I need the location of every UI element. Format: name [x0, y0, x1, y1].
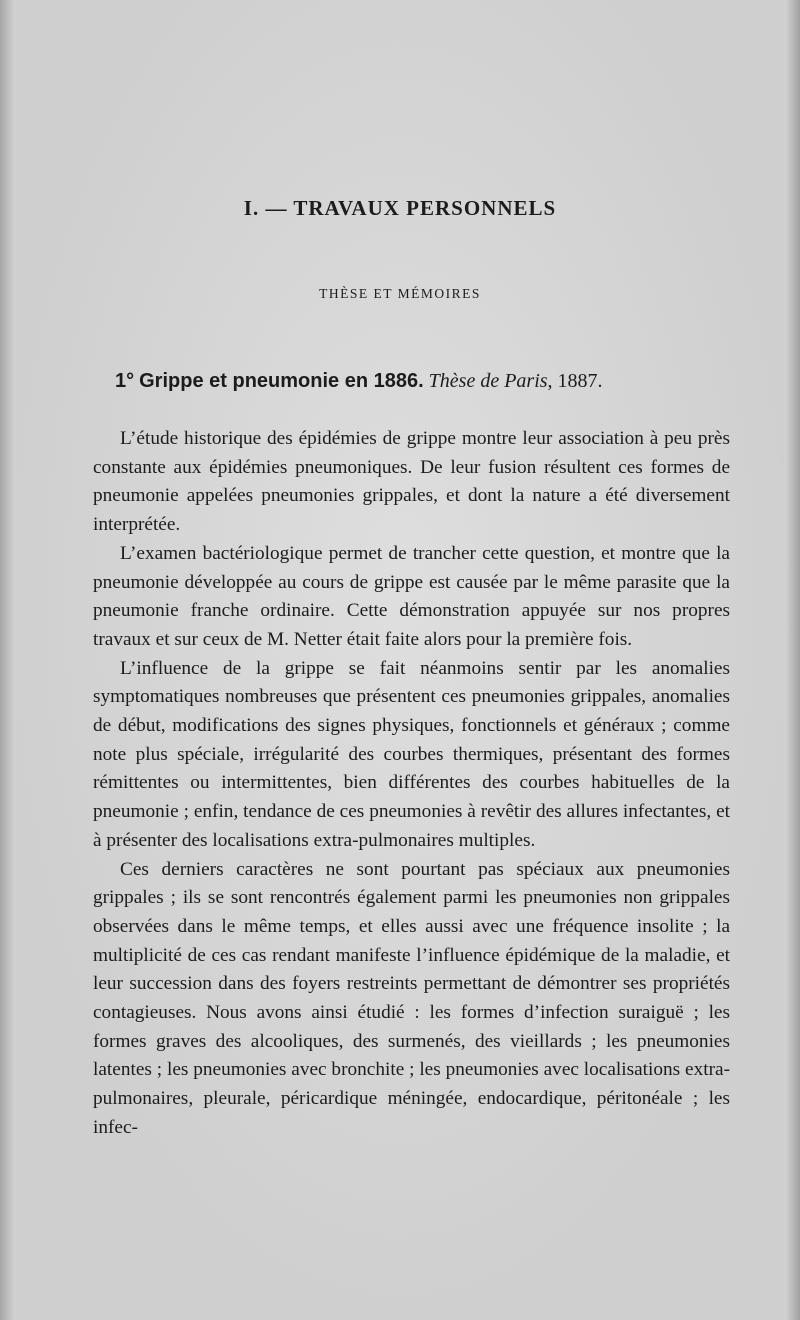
- paragraph: Ces derniers caractères ne sont pourtant pas spéciaux aux pneumonies grippales ; ils se sont rencontrés également parmi les pneumonies non grippales observées dans le même temps, et elles aussi avec une fréquence insolite ; la multiplicité de ces cas rendant manifeste l’influence épidémique de la maladie, et leur succession dans des foyers restreints permettant de démontrer ses propriétés contagieuses. Nous avons ainsi étudié : les formes d’infection suraiguë ; les formes graves des alcooliques, des surmenés, des vieillards ; les pneumonies latentes ; les pneumonies avec bronchite ; les pneumonies avec localisations extra-pulmonaires, pleurale, péricardique méningée, endocardique, péritonéale ; les infec-: [93, 858, 730, 1138]
- subsection-heading: THÈSE ET MÉMOIRES: [319, 286, 481, 301]
- publication-entry: [115, 370, 735, 393]
- entry-number: 1°: [115, 370, 135, 392]
- paragraph: L’examen bactériologique permet de trancher cette question, et montre que la pneumonie développée au cours de grippe est causée par le même parasite que la pneumonie franche ordinaire. Cette démonstration appuyée sur nos propres travaux et sur ceux de M. Netter était faite alors pour la première fois.: [93, 542, 730, 650]
- paragraph: L’étude historique des épidémies de grippe montre leur association à peu près constante aux épidémies pneumoniques. De leur fusion résultent ces formes de pneumonie appelées pneumonies grippales, et dont la nature a été diversement interprétée.: [93, 428, 730, 536]
- body-text: [93, 425, 730, 1143]
- paragraph: L’influence de la grippe se fait néanmoins sentir par les anomalies symptomatiques nombreuses que présentent ces pneumonies grippales, anomalies de début, modifications des signes physiques, fonctionnels et généraux ; comme note plus spéciale, irrégularité des courbes thermiques, présentant des formes rémittentes ou intermittentes, bien différentes des courbes habituelles de la pneumonie ; enfin, tendance de ces pneumonies à revêtir des allures infectantes, et à présenter des localisations extra-pulmonaires multiples.: [93, 657, 730, 851]
- entry-source: Thèse de Paris: [428, 370, 548, 392]
- section-heading: I. — TRAVAUX PERSONNELS: [243, 196, 557, 220]
- entry-year: , 1887.: [547, 370, 603, 392]
- entry-title: Grippe et pneumonie en 1886.: [139, 370, 424, 392]
